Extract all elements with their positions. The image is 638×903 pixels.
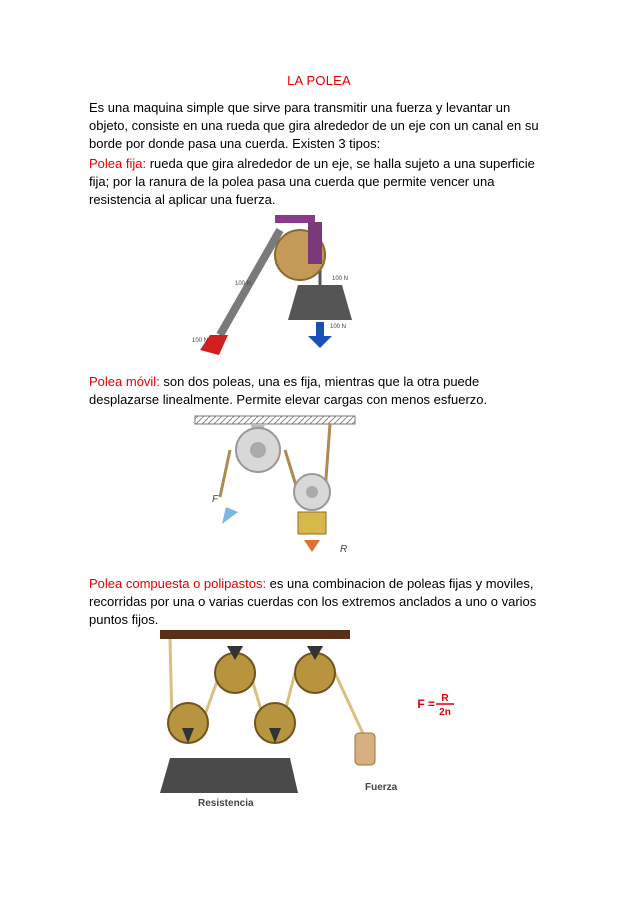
fixed-pulley-hub bbox=[250, 442, 266, 458]
mobile-pulley-text: son dos poleas, una es fija, mientras que la otra puede desplazarse linealmente. Permite elevar cargas con menos esfuerzo. bbox=[89, 374, 488, 407]
fixed-pulley-figure bbox=[180, 210, 380, 370]
mobile-pulley-term: Polea móvil: bbox=[89, 374, 160, 389]
mobile-pulley-paragraph bbox=[89, 373, 549, 409]
force-label: Fuerza bbox=[365, 782, 398, 793]
compound-pulley-paragraph bbox=[89, 575, 549, 629]
resistance-arrow bbox=[304, 540, 320, 552]
fixed-pulley-term: Polea fija: bbox=[89, 156, 147, 171]
compound-pulley-text: es una combinacion de poleas fijas y moviles, recorridas por una o varias cuerdas con los extremos anclados a uno o varios puntos fijos. bbox=[89, 576, 537, 627]
down-arrow-head bbox=[308, 336, 332, 348]
page-title: LA POLEA bbox=[287, 73, 351, 88]
force-label: F bbox=[212, 494, 219, 505]
ceiling bbox=[195, 416, 355, 424]
rope-5 bbox=[335, 673, 365, 738]
fixed-pulley-paragraph bbox=[89, 155, 549, 209]
formula-numerator: R bbox=[441, 693, 449, 704]
mobile-pulley-figure bbox=[190, 412, 360, 562]
resistance-label: R bbox=[340, 544, 348, 555]
down-label: 100 N bbox=[330, 324, 347, 330]
pull-rope bbox=[220, 450, 230, 497]
down-arrow-shaft bbox=[316, 322, 324, 336]
load-label: 100 N bbox=[332, 276, 349, 282]
rope-label: 100 N bbox=[235, 281, 252, 287]
ceiling-mount bbox=[275, 215, 315, 223]
compound-pulley-term: Polea compuesta o polipastos: bbox=[89, 576, 267, 591]
intro-paragraph: Es una maquina simple que sirve para transmitir una fuerza y levantar un objeto, consiste en una rueda que gira alrededor de un eje con un canal en su borde por donde pasa una cuerda. Existen 3 tipos: bbox=[89, 100, 539, 151]
pulley-axle bbox=[308, 222, 322, 264]
pull-label: 100 N bbox=[192, 338, 209, 344]
resistance-label: Resistencia bbox=[198, 798, 254, 809]
resistance-weight bbox=[160, 758, 298, 793]
ceiling-beam bbox=[160, 630, 350, 639]
fixed-pulley-text: rueda que gira alrededor de un eje, se halla sujeto a una superficie fija; por la ranura de la polea pasa una cuerda que permite vencer una resistencia al aplicar una fuerza. bbox=[89, 156, 535, 207]
load-weight bbox=[288, 285, 352, 320]
hand bbox=[355, 733, 375, 765]
formula-denominator: 2n bbox=[439, 707, 451, 718]
mobile-pulley-hub bbox=[306, 486, 318, 498]
force-arrow bbox=[222, 507, 238, 524]
load-box bbox=[298, 512, 326, 534]
formula-lhs: F = bbox=[417, 697, 435, 711]
compound-pulley-figure bbox=[140, 628, 460, 818]
